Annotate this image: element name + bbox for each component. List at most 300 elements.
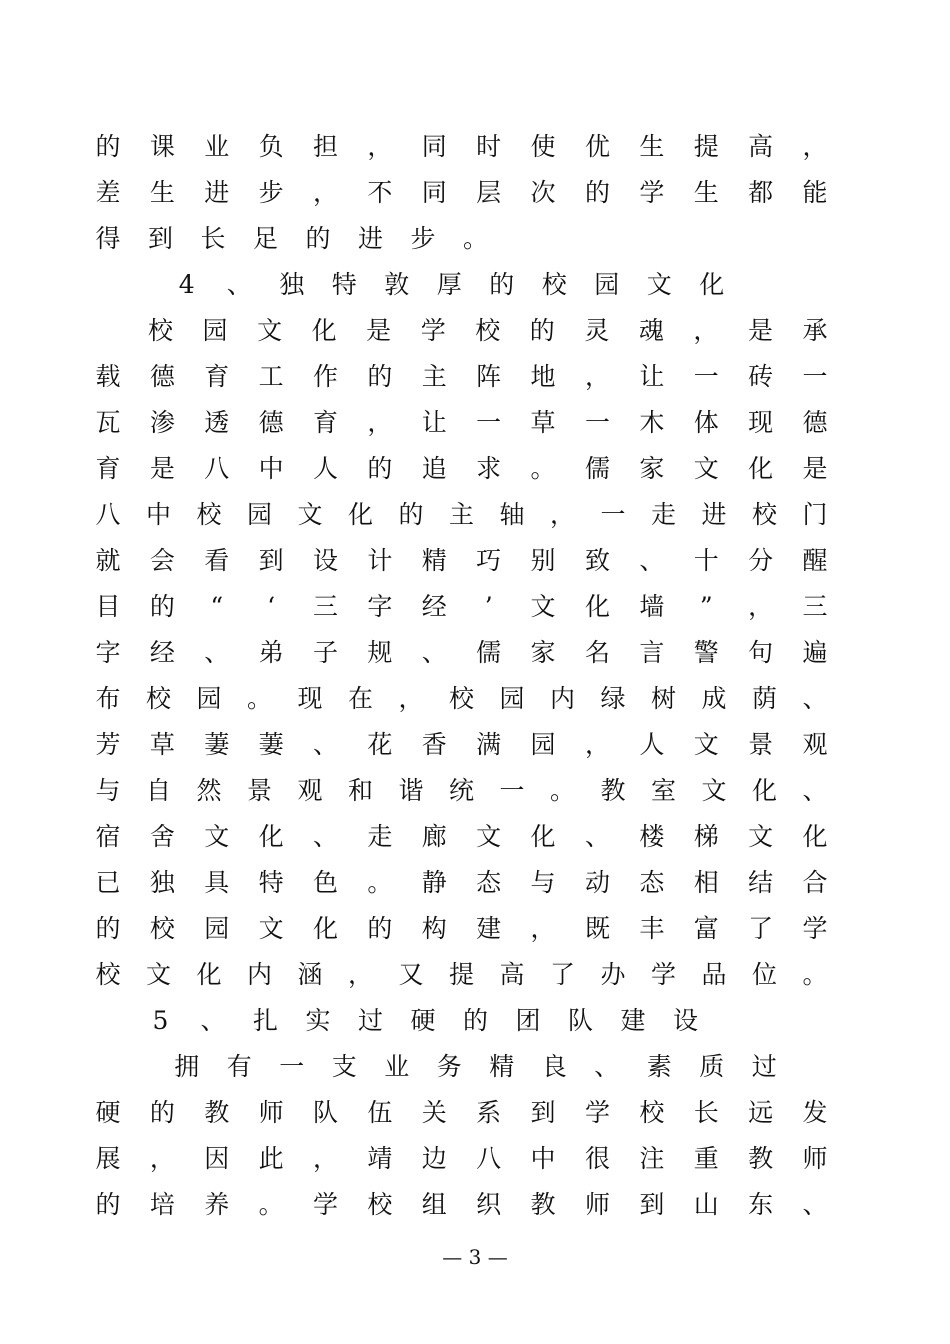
text-char: 一: [600, 500, 626, 529]
text-char: ，: [313, 1144, 339, 1173]
text-char: 魂: [638, 316, 664, 345]
text-char: 园: [196, 684, 222, 713]
text-char: ’: [484, 592, 493, 621]
text-char: 、: [421, 638, 447, 667]
text-char: 舍: [149, 822, 175, 851]
text-char: ，: [367, 132, 393, 161]
text-char: 一: [279, 1052, 305, 1081]
text-char: 建: [476, 914, 502, 943]
text-char: 走: [650, 500, 676, 529]
text-char: 萋: [258, 730, 284, 759]
text-char: 到: [639, 1190, 665, 1219]
text-char: 长: [200, 224, 226, 253]
text-char: 特: [331, 270, 357, 299]
text-line: [0, 265, 950, 305]
text-char: 的: [489, 270, 515, 299]
text-char: 八: [95, 500, 121, 529]
text-char: 使: [530, 132, 556, 161]
text-char: 很: [584, 1144, 610, 1173]
text-char: 会: [149, 546, 175, 575]
text-char: ，: [313, 178, 339, 207]
text-char: 统: [448, 776, 474, 805]
text-char: 文: [748, 822, 774, 851]
text-char: 教: [530, 1190, 556, 1219]
text-char: 文: [297, 500, 323, 529]
text-char: 字: [95, 638, 121, 667]
text-char: 结: [748, 868, 774, 897]
text-char: 育: [95, 454, 121, 483]
text-line: [0, 357, 950, 397]
text-char: 设: [313, 546, 339, 575]
text-char: 香: [421, 730, 447, 759]
text-line: [0, 909, 950, 949]
text-char: 建: [620, 1006, 646, 1035]
text-char: 同: [421, 132, 447, 161]
text-char: 因: [204, 1144, 230, 1173]
text-char: 园: [594, 270, 620, 299]
text-char: 现: [748, 408, 774, 437]
text-char: 观: [297, 776, 323, 805]
text-char: 遍: [802, 638, 828, 667]
text-char: 发: [802, 1098, 828, 1127]
text-char: 砖: [748, 362, 774, 391]
text-char: 校: [149, 914, 175, 943]
text-char: ，: [584, 730, 610, 759]
text-char: ，: [398, 684, 424, 713]
text-char: 系: [476, 1098, 502, 1127]
text-char: 学: [650, 960, 676, 989]
text-char: 静: [421, 868, 447, 897]
text-char: 一: [693, 362, 719, 391]
text-char: 素: [646, 1052, 672, 1081]
text-char: 与: [530, 868, 556, 897]
text-char: 已: [95, 868, 121, 897]
text-char: 八: [476, 1144, 502, 1173]
text-char: 又: [398, 960, 424, 989]
text-char: 富: [693, 914, 719, 943]
text-char: 德: [258, 408, 284, 437]
text-char: 与: [95, 776, 121, 805]
text-char: 同: [421, 178, 447, 207]
text-char: 化: [311, 316, 337, 345]
text-char: 都: [748, 178, 774, 207]
text-char: 主: [448, 500, 474, 529]
text-char: 家: [639, 454, 665, 483]
text-char: 地: [530, 362, 556, 391]
text-char: 化: [802, 822, 828, 851]
text-char: 进: [701, 500, 727, 529]
text-char: 儒: [584, 454, 610, 483]
text-char: 一: [802, 362, 828, 391]
text-char: 学: [802, 914, 828, 943]
text-char: 中: [145, 500, 171, 529]
text-char: 一: [476, 408, 502, 437]
text-char: 师: [802, 1144, 828, 1173]
text-char: 走: [367, 822, 393, 851]
text-char: 绿: [600, 684, 626, 713]
text-char: 德: [802, 408, 828, 437]
text-char: 不: [367, 178, 393, 207]
text-char: 4: [178, 270, 195, 299]
text-char: 文: [145, 960, 171, 989]
text-char: 厚: [436, 270, 462, 299]
text-char: 长: [693, 1098, 719, 1127]
text-char: 合: [802, 868, 828, 897]
text-char: 宿: [95, 822, 121, 851]
text-char: 独: [279, 270, 305, 299]
text-char: 树: [650, 684, 676, 713]
text-char: 次: [530, 178, 556, 207]
text-char: 园: [499, 684, 525, 713]
text-char: 追: [421, 454, 447, 483]
text-char: 然: [196, 776, 222, 805]
text-char: 载: [95, 362, 121, 391]
text-char: 谐: [398, 776, 424, 805]
text-char: 过: [751, 1052, 777, 1081]
text-char: 一: [499, 776, 525, 805]
text-char: 萋: [204, 730, 230, 759]
text-char: 步: [258, 178, 284, 207]
text-char: 得: [95, 224, 121, 253]
text-char: 一: [584, 408, 610, 437]
text-char: 、: [226, 270, 252, 299]
text-char: 计: [367, 546, 393, 575]
text-char: 生: [693, 178, 719, 207]
text-char: 自: [145, 776, 171, 805]
text-char: 是: [802, 454, 828, 483]
text-char: 构: [421, 914, 447, 943]
text-char: 楼: [639, 822, 665, 851]
text-char: 良: [541, 1052, 567, 1081]
text-char: 展: [95, 1144, 121, 1173]
text-char: 让: [639, 362, 665, 391]
text-char: 师: [258, 1098, 284, 1127]
text-char: 在: [347, 684, 373, 713]
text-char: 到: [530, 1098, 556, 1127]
text-char: ”: [699, 592, 713, 621]
page-number: — 3 —: [442, 1245, 508, 1269]
text-char: 校: [95, 960, 121, 989]
text-char: 硬: [410, 1006, 436, 1035]
text-char: ，: [693, 316, 719, 345]
text-char: 支: [331, 1052, 357, 1081]
text-char: 中: [258, 454, 284, 483]
text-char: 经: [421, 592, 447, 621]
text-line: [0, 817, 950, 857]
text-char: 化: [313, 914, 339, 943]
text-char: 重: [693, 1144, 719, 1173]
text-char: 和: [347, 776, 373, 805]
text-line: [0, 679, 950, 719]
text-char: 业: [384, 1052, 410, 1081]
text-char: 草: [530, 408, 556, 437]
text-char: 作: [313, 362, 339, 391]
text-char: 化: [748, 454, 774, 483]
text-char: 轴: [499, 500, 525, 529]
text-char: 的: [398, 500, 424, 529]
text-char: 到: [258, 546, 284, 575]
text-char: 景: [246, 776, 272, 805]
text-char: 足: [252, 224, 278, 253]
text-char: 负: [258, 132, 284, 161]
text-char: 培: [149, 1190, 175, 1219]
text-char: 队: [313, 1098, 339, 1127]
text-char: 的: [95, 914, 121, 943]
text-char: 边: [421, 1144, 447, 1173]
text-line: [0, 1093, 950, 1133]
text-line: [0, 403, 950, 443]
text-char: 色: [313, 868, 339, 897]
text-char: 。: [258, 1190, 284, 1219]
text-char: 靖: [367, 1144, 393, 1173]
text-line: [0, 771, 950, 811]
text-char: 墙: [639, 592, 665, 621]
text-char: 态: [476, 868, 502, 897]
text-char: 办: [600, 960, 626, 989]
text-char: 养: [204, 1190, 230, 1219]
text-char: 校: [475, 316, 501, 345]
text-char: 文: [646, 270, 672, 299]
text-char: 校: [196, 500, 222, 529]
text-char: 过: [357, 1006, 383, 1035]
text-char: 草: [149, 730, 175, 759]
text-char: 态: [639, 868, 665, 897]
text-line: [0, 1139, 950, 1179]
text-char: 务: [436, 1052, 462, 1081]
text-char: 有: [226, 1052, 252, 1081]
text-char: 敦: [384, 270, 410, 299]
text-char: 化: [751, 776, 777, 805]
text-char: 注: [639, 1144, 665, 1173]
text-char: 园: [246, 500, 272, 529]
text-char: 的: [529, 316, 555, 345]
text-char: 门: [802, 500, 828, 529]
text-char: ，: [802, 132, 828, 161]
text-char: 体: [693, 408, 719, 437]
text-line: [0, 127, 950, 167]
text-char: 了: [748, 914, 774, 943]
text-char: 就: [95, 546, 121, 575]
text-char: 室: [650, 776, 676, 805]
text-char: 步: [410, 224, 436, 253]
text-char: ，: [149, 1144, 175, 1173]
text-char: 、: [584, 822, 610, 851]
text-char: 满: [476, 730, 502, 759]
text-char: 成: [701, 684, 727, 713]
text-char: 文: [257, 316, 283, 345]
text-char: 工: [258, 362, 284, 391]
text-char: 生: [149, 178, 175, 207]
text-char: 团: [515, 1006, 541, 1035]
text-line: [0, 1185, 950, 1225]
text-line: [0, 311, 950, 351]
text-char: 品: [701, 960, 727, 989]
text-char: 、: [313, 822, 339, 851]
text-char: 化: [347, 500, 373, 529]
text-char: 求: [476, 454, 502, 483]
text-char: 、: [200, 1006, 226, 1035]
text-char: 园: [530, 730, 556, 759]
text-char: 、: [802, 684, 828, 713]
text-char: 的: [149, 592, 175, 621]
text-char: 提: [693, 132, 719, 161]
text-char: 规: [367, 638, 393, 667]
text-char: 中: [530, 1144, 556, 1173]
text-char: 学: [420, 316, 446, 345]
text-char: 是: [747, 316, 773, 345]
text-char: 木: [639, 408, 665, 437]
text-char: 巧: [476, 546, 502, 575]
text-char: 。: [530, 454, 556, 483]
text-char: 队: [567, 1006, 593, 1035]
text-char: 教: [748, 1144, 774, 1173]
text-char: 警: [693, 638, 719, 667]
text-char: 目: [95, 592, 121, 621]
text-char: 儒: [476, 638, 502, 667]
text-char: ，: [530, 914, 556, 943]
text-char: 师: [584, 1190, 610, 1219]
text-char: ‘: [267, 592, 276, 621]
text-char: 伍: [367, 1098, 393, 1127]
text-char: 担: [313, 132, 339, 161]
text-char: 醒: [802, 546, 828, 575]
text-char: 的: [149, 1098, 175, 1127]
text-char: 织: [476, 1190, 502, 1219]
text-char: 八: [204, 454, 230, 483]
text-char: 育: [313, 408, 339, 437]
text-char: 生: [639, 132, 665, 161]
text-char: 。: [549, 776, 575, 805]
text-line: [0, 495, 950, 535]
text-char: 的: [367, 454, 393, 483]
text-char: 、: [802, 776, 828, 805]
text-char: 人: [639, 730, 665, 759]
text-char: 布: [95, 684, 121, 713]
text-line: [0, 173, 950, 213]
text-char: 文: [476, 822, 502, 851]
text-char: 经: [149, 638, 175, 667]
text-char: 、: [204, 638, 230, 667]
text-line: [0, 219, 950, 259]
text-line: [0, 1001, 950, 1041]
text-char: 特: [258, 868, 284, 897]
text-char: 差: [95, 178, 121, 207]
text-char: 是: [149, 454, 175, 483]
text-char: 课: [149, 132, 175, 161]
text-char: 校: [145, 684, 171, 713]
text-char: 此: [258, 1144, 284, 1173]
text-char: 教: [204, 1098, 230, 1127]
text-line: [0, 449, 950, 489]
text-char: 十: [693, 546, 719, 575]
text-char: 扎: [252, 1006, 278, 1035]
text-char: 透: [204, 408, 230, 437]
text-char: 廊: [421, 822, 447, 851]
text-char: 涵: [297, 960, 323, 989]
text-char: 阵: [476, 362, 502, 391]
text-char: 5: [152, 1006, 169, 1035]
text-char: 学: [313, 1190, 339, 1219]
text-char: “: [210, 592, 224, 621]
text-char: 组: [421, 1190, 447, 1219]
text-char: 到: [147, 224, 173, 253]
text-char: 丰: [639, 914, 665, 943]
text-char: 既: [584, 914, 610, 943]
text-char: 是: [366, 316, 392, 345]
text-char: 主: [421, 362, 447, 391]
text-char: ，: [549, 500, 575, 529]
text-char: 园: [202, 316, 228, 345]
text-char: 花: [367, 730, 393, 759]
text-char: 瓦: [95, 408, 121, 437]
text-char: 。: [462, 224, 488, 253]
text-char: ，: [584, 362, 610, 391]
text-char: 校: [147, 316, 173, 345]
text-char: 荫: [751, 684, 777, 713]
text-char: 。: [802, 960, 828, 989]
text-char: 看: [204, 546, 230, 575]
text-char: 渗: [149, 408, 175, 437]
text-char: 校: [448, 684, 474, 713]
text-char: 梯: [693, 822, 719, 851]
text-char: 字: [367, 592, 393, 621]
text-line: [0, 541, 950, 581]
text-char: 的: [462, 1006, 488, 1035]
text-char: 内: [549, 684, 575, 713]
text-char: 子: [313, 638, 339, 667]
text-char: 相: [693, 868, 719, 897]
text-char: 让: [421, 408, 447, 437]
text-char: 学: [584, 1098, 610, 1127]
text-char: 文: [701, 776, 727, 805]
text-char: 现: [297, 684, 323, 713]
text-char: 精: [421, 546, 447, 575]
text-line: [0, 863, 950, 903]
text-char: 质: [699, 1052, 725, 1081]
text-char: 文: [530, 592, 556, 621]
text-char: 业: [204, 132, 230, 161]
text-char: 独: [149, 868, 175, 897]
text-char: 关: [421, 1098, 447, 1127]
text-char: 。: [367, 868, 393, 897]
text-char: 育: [204, 362, 230, 391]
text-char: 了: [549, 960, 575, 989]
text-char: 校: [367, 1190, 393, 1219]
text-line: [0, 633, 950, 673]
text-char: 山: [693, 1190, 719, 1219]
text-char: 灵: [584, 316, 610, 345]
text-char: 位: [751, 960, 777, 989]
text-char: 高: [748, 132, 774, 161]
text-char: 文: [204, 822, 230, 851]
text-char: 实: [305, 1006, 331, 1035]
text-char: 人: [313, 454, 339, 483]
text-char: 园: [204, 914, 230, 943]
text-char: 进: [357, 224, 383, 253]
text-char: 动: [584, 868, 610, 897]
text-char: 校: [751, 500, 777, 529]
text-char: 化: [530, 822, 556, 851]
text-char: ，: [347, 960, 373, 989]
text-char: 设: [672, 1006, 698, 1035]
text-char: 、: [594, 1052, 620, 1081]
text-char: 景: [748, 730, 774, 759]
text-char: 观: [802, 730, 828, 759]
text-char: 文: [693, 454, 719, 483]
text-char: ，: [367, 408, 393, 437]
text-line: [0, 955, 950, 995]
text-char: 东: [748, 1190, 774, 1219]
